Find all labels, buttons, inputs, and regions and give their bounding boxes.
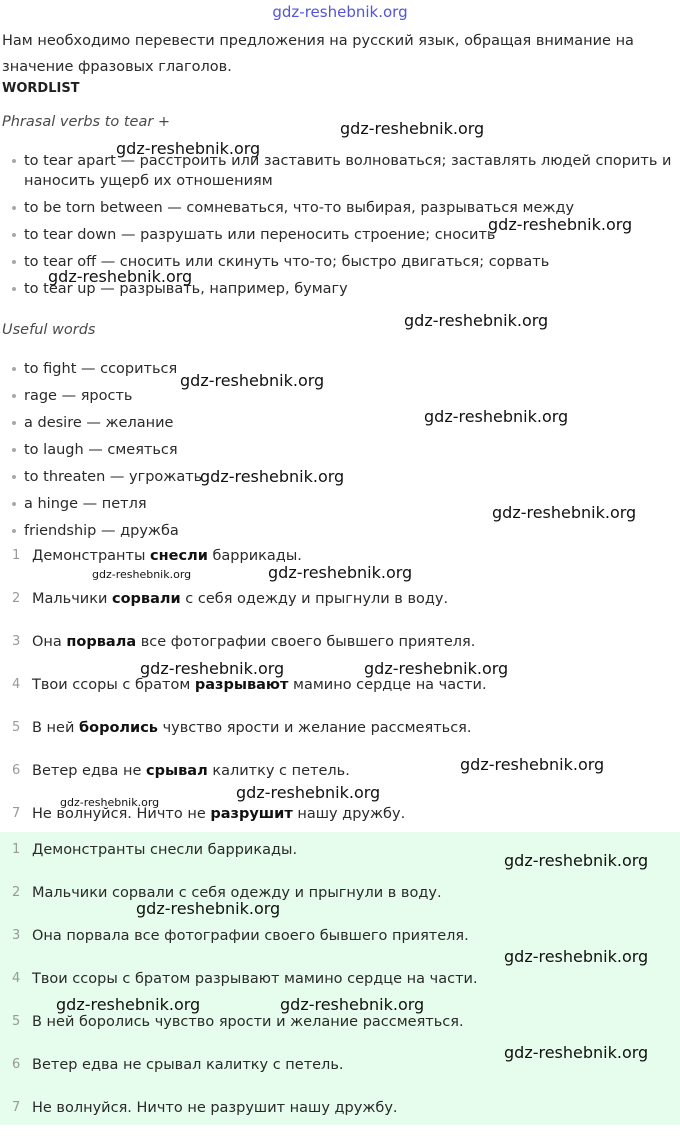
watermark: gdz-reshebnik.org (404, 311, 549, 330)
list-item: to fight — ссориться (0, 359, 675, 379)
answer-number: 7 (12, 1100, 21, 1115)
watermark: gdz-reshebnik.org (60, 796, 160, 809)
bullet-icon (12, 233, 16, 237)
phrasal-verbs-title: Phrasal verbs to tear + (2, 114, 171, 130)
answer-number: 5 (12, 1014, 21, 1029)
watermark: gdz-reshebnik.org (488, 215, 633, 234)
bullet-icon (12, 475, 16, 479)
list-item: friendship — дружба (0, 521, 675, 541)
task-text: Она порвала все фотографии своего бывшего приятеля. (32, 634, 476, 650)
task-row (0, 591, 680, 634)
task-number: 1 (12, 548, 21, 563)
watermark: gdz-reshebnik.org (280, 995, 425, 1014)
answer-text: Мальчики сорвали с себя одежду и прыгнули в воду. (32, 885, 442, 901)
watermark: gdz-reshebnik.org (492, 503, 637, 522)
answer-row (0, 1100, 680, 1143)
watermark: gdz-reshebnik.org (116, 139, 261, 158)
answer-text: Твои ссоры с братом разрывают мамино сердце на части. (32, 971, 478, 987)
answer-text: Не волнуйся. Ничто не разрушит нашу дружбу. (32, 1100, 398, 1116)
list-item: to tear up — разрывать, например, бумагу (0, 279, 675, 299)
answer-box (0, 832, 680, 1125)
bullet-icon (12, 502, 16, 506)
task-number: 6 (12, 763, 21, 778)
watermark: gdz-reshebnik.org (180, 371, 325, 390)
watermark: gdz-reshebnik.org (136, 899, 281, 918)
watermark: gdz-reshebnik.org (460, 755, 605, 774)
list-item: a desire — желание (0, 413, 675, 433)
bullet-icon (12, 529, 16, 533)
site-watermark-top: gdz-reshebnik.org (272, 3, 408, 21)
task-text: Не волнуйся. Ничто не разрушит нашу дружбу. (32, 806, 406, 822)
answer-text: Демонстранты снесли баррикады. (32, 842, 298, 858)
list-item: to tear down — разрушать или переносить строение; сносить (0, 225, 675, 245)
task-number: 3 (12, 634, 21, 649)
answer-number: 6 (12, 1057, 21, 1072)
watermark: gdz-reshebnik.org (340, 119, 485, 138)
list-item: to tear apart — расстроить или заставить волноваться; заставлять людей спорить и наносить ущерб их отношениям (0, 151, 675, 191)
watermark: gdz-reshebnik.org (92, 568, 192, 581)
list-item: to be torn between — сомневаться, что-то выбирая, разрываться между (0, 198, 675, 218)
answer-row (0, 1057, 680, 1100)
watermark: gdz-reshebnik.org (504, 1043, 649, 1062)
list-item: to tear off — сносить или скинуть что-то; быстро двигаться; сорвать (0, 252, 675, 272)
bullet-icon (12, 206, 16, 210)
answer-number: 1 (12, 842, 21, 857)
task-number: 5 (12, 720, 21, 735)
useful-words-title: Useful words (2, 322, 96, 338)
watermark: gdz-reshebnik.org (424, 407, 569, 426)
task-text: В ней боролись чувство ярости и желание рассмеяться. (32, 720, 472, 736)
watermark: gdz-reshebnik.org (200, 467, 345, 486)
answer-number: 3 (12, 928, 21, 943)
bullet-icon (12, 394, 16, 398)
watermark: gdz-reshebnik.org (504, 947, 649, 966)
watermark: gdz-reshebnik.org (364, 659, 509, 678)
list-item: a hinge — петля (0, 494, 675, 514)
watermark: gdz-reshebnik.org (56, 995, 201, 1014)
answer-row (0, 885, 680, 928)
watermark: gdz-reshebnik.org (236, 783, 381, 802)
watermark: gdz-reshebnik.org (140, 659, 285, 678)
list-item: to laugh — смеяться (0, 440, 675, 460)
task-text: Твои ссоры с братом разрывают мамино сердце на части. (32, 677, 487, 693)
bullet-icon (12, 367, 16, 371)
bullet-icon (12, 421, 16, 425)
watermark: gdz-reshebnik.org (504, 851, 649, 870)
watermark: gdz-reshebnik.org (48, 267, 193, 286)
task-text: Мальчики сорвали с себя одежду и прыгнули в воду. (32, 591, 449, 607)
intro-text: Нам необходимо перевести предложения на русский язык, обращая внимание на значение фразовых глаголов. (2, 33, 634, 75)
task-text: Ветер едва не срывал калитку с петель. (32, 763, 350, 779)
task-number: 7 (12, 806, 21, 821)
task-row (0, 677, 680, 720)
answer-text: В ней боролись чувство ярости и желание рассмеяться. (32, 1014, 464, 1030)
wordlist-heading: WORDLIST (2, 81, 80, 96)
list-item: rage — ярость (0, 386, 675, 406)
bullet-icon (12, 448, 16, 452)
watermark: gdz-reshebnik.org (268, 563, 413, 582)
task-number: 4 (12, 677, 21, 692)
answer-number: 2 (12, 885, 21, 900)
answer-text: Она порвала все фотографии своего бывшего приятеля. (32, 928, 469, 944)
task-number: 2 (12, 591, 21, 606)
bullet-icon (12, 159, 16, 163)
list-item: to threaten — угрожать (0, 467, 675, 487)
task-row (0, 634, 680, 677)
task-text: Демонстранты снесли баррикады. (32, 548, 302, 564)
answer-number: 4 (12, 971, 21, 986)
answer-text: Ветер едва не срывал калитку с петель. (32, 1057, 344, 1073)
bullet-icon (12, 260, 16, 264)
bullet-icon (12, 287, 16, 291)
